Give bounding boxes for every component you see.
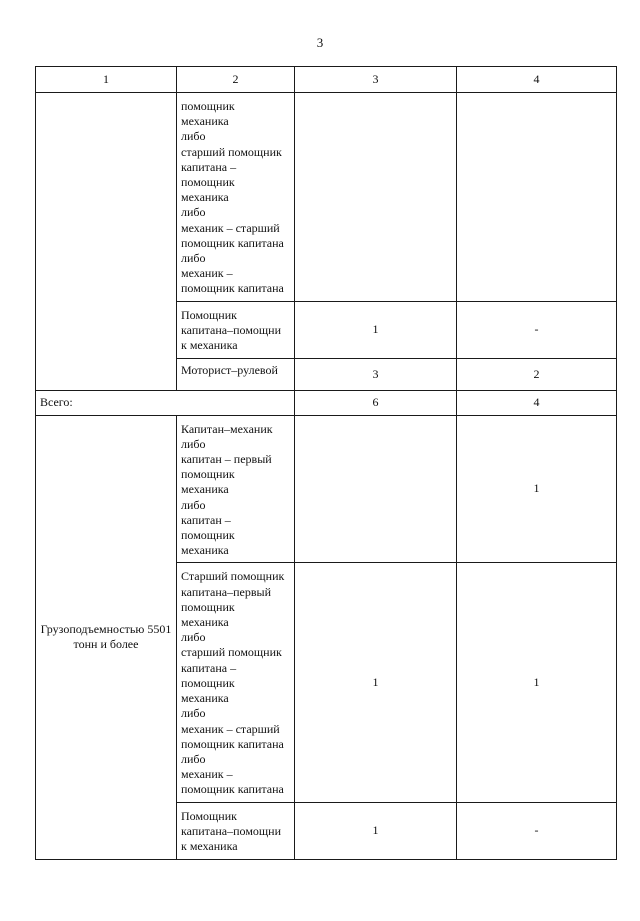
position-cell (177, 802, 295, 859)
position-cell (177, 563, 295, 802)
position-line: либо (181, 436, 206, 451)
position-line: помощник (181, 467, 235, 482)
position-line: либо (181, 497, 206, 512)
position-line: помощник капитана (181, 235, 284, 250)
position-line: капитана–помощни (181, 823, 281, 838)
category-cell: Грузоподъемностью 5501 тонн и более (36, 415, 177, 859)
header-row (36, 67, 617, 93)
count-col3-cell: 1 (295, 802, 457, 859)
position-line: старший помощник (181, 144, 282, 159)
position-line: механик – старший (181, 721, 280, 736)
position-line: помощник (181, 528, 235, 543)
position-line: капитана–помощни (181, 322, 281, 337)
count-col4-cell: - (457, 802, 617, 859)
position-line: механика (181, 691, 229, 706)
position-line: механика (181, 543, 229, 558)
count-col4-cell: 1 (457, 563, 617, 802)
header-cell-3: 3 (295, 67, 457, 93)
table-row (36, 93, 617, 302)
position-line: механик – (181, 767, 233, 782)
position-line: к механика (181, 338, 238, 353)
staffing-table (35, 66, 617, 860)
count-col3-cell: 1 (295, 301, 457, 358)
position-line: механика (181, 615, 229, 630)
position-line: капитана – (181, 159, 237, 174)
count-col4-cell: 1 (457, 415, 617, 563)
table-row (36, 415, 617, 563)
position-line: Помощник (181, 808, 237, 823)
position-line: помощник (181, 599, 235, 614)
position-line: помощник капитана (181, 782, 284, 797)
position-line: либо (181, 129, 206, 144)
position-line: либо (181, 630, 206, 645)
count-col4-cell (457, 93, 617, 302)
position-line: механика (181, 190, 229, 205)
position-line: помощник (181, 675, 235, 690)
position-line: механика (181, 482, 229, 497)
position-line: либо (181, 706, 206, 721)
position-line: помощник капитана (181, 736, 284, 751)
position-line: капитан – первый (181, 452, 272, 467)
position-cell (177, 301, 295, 358)
header-cell-2: 2 (177, 67, 295, 93)
position-line: капитана–первый (181, 584, 272, 599)
position-line: механика (181, 114, 229, 129)
header-cell-4: 4 (457, 67, 617, 93)
position-line: Капитан–механик (181, 421, 273, 436)
position-line: либо (181, 251, 206, 266)
count-col3-cell: 1 (295, 563, 457, 802)
position-line: капитан – (181, 512, 231, 527)
position-line: механик – (181, 266, 233, 281)
count-col3-cell (295, 415, 457, 563)
position-line: помощник (181, 175, 235, 190)
category-cell-continued (36, 93, 177, 391)
position-line: помощник (181, 99, 235, 113)
position-cell (177, 93, 295, 302)
position-cell (177, 415, 295, 563)
count-col3-cell: 3 (295, 358, 457, 390)
position-line: Старший помощник (181, 569, 285, 584)
total-row (36, 390, 617, 415)
position-line: к механика (181, 838, 238, 853)
position-line: Помощник (181, 307, 237, 322)
position-line: старший помощник (181, 645, 282, 660)
position-line: либо (181, 751, 206, 766)
position-line: помощник капитана (181, 281, 284, 296)
position-line: либо (181, 205, 206, 220)
count-col4-cell: 2 (457, 358, 617, 390)
position-cell (177, 358, 295, 390)
position-line: механик – старший (181, 220, 280, 235)
total-col3: 6 (295, 390, 457, 415)
total-col4: 4 (457, 390, 617, 415)
count-col4-cell: - (457, 301, 617, 358)
total-label: Всего: (36, 390, 295, 415)
position-line: капитана – (181, 660, 237, 675)
page-number: 3 (316, 35, 324, 50)
position-line: Моторист–рулевой (181, 362, 278, 377)
header-cell-1: 1 (36, 67, 177, 93)
count-col3-cell (295, 93, 457, 302)
